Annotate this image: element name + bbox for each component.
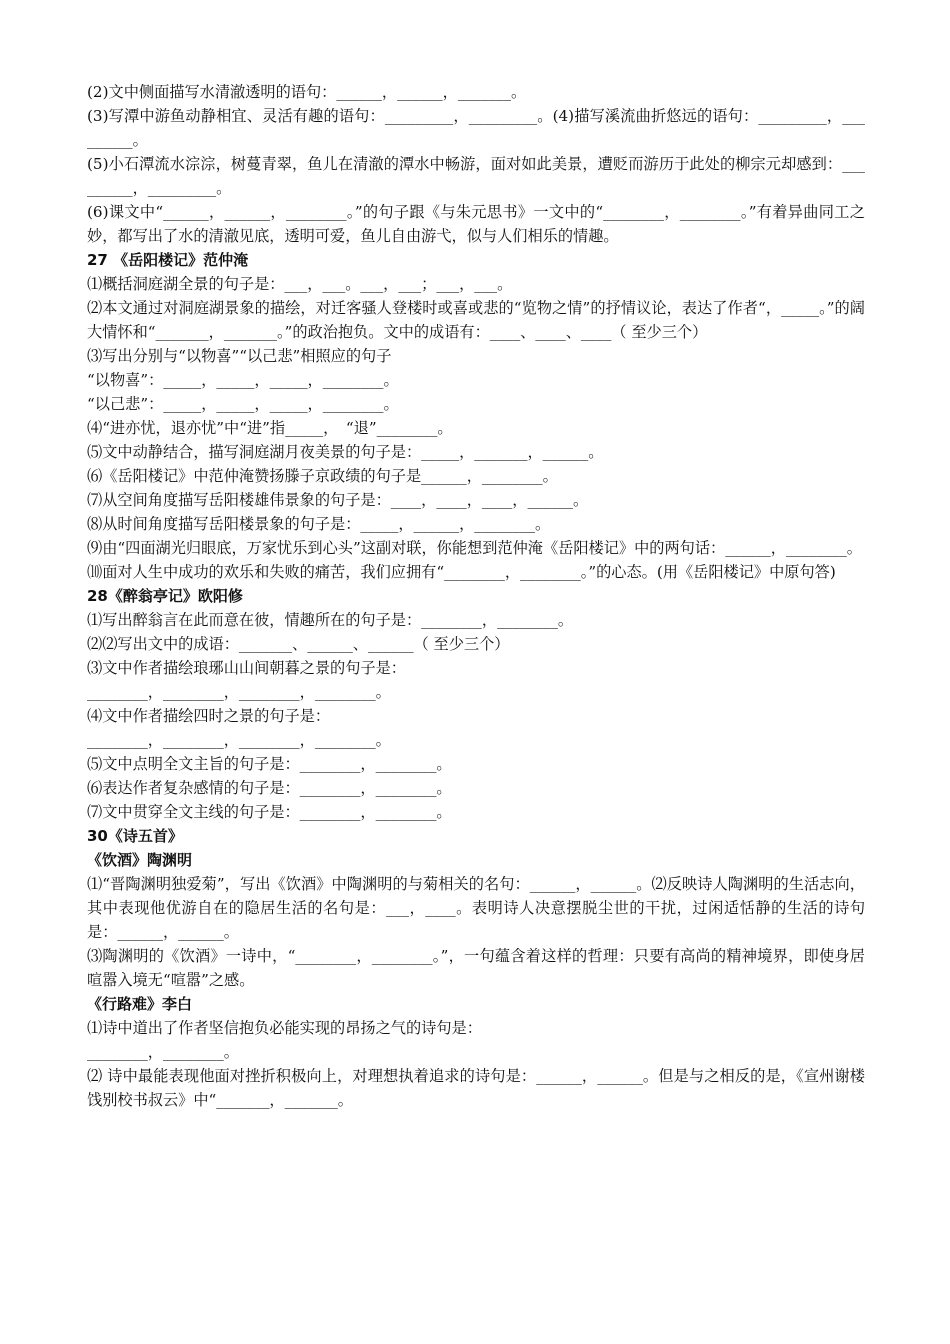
question-line: (5)小石潭流水淙淙，树蔓青翠，鱼儿在清澈的潭水中畅游，面对如此美景，遭贬而游历于此处的柳宗元却感到：_________，_________。 xyxy=(87,155,865,197)
question-line: ⑶文中作者描绘琅琊山山间朝暮之景的句子是： xyxy=(87,659,406,677)
question-line: (2)文中侧面描写水清澈透明的语句：______，______，_______。 xyxy=(87,83,527,101)
question-line: ⑹表达作者复杂感情的句子是：________，________。 xyxy=(87,779,452,797)
question-line: ⑼由“四面湖光归眼底，万家忧乐到心头”这副对联，你能想到范仲淹《岳阳楼记》中的两句话：______，________。 xyxy=(87,539,862,557)
question-line: ⑵⑵写出文中的成语：_______、______、______（ 至少三个） xyxy=(87,635,510,653)
question-line: ⑽面对人生中成功的欢乐和失败的痛苦，我们应拥有“________，________。”的心态。(用《岳阳楼记》中原句答) xyxy=(87,563,836,581)
question-line: (3)写潭中游鱼动静相宜、灵活有趣的语句：_________，_________。(4)描写溪流曲折悠远的语句：_________，_________。 xyxy=(87,107,865,149)
section-heading: 《饮酒》陶渊明 xyxy=(87,851,193,869)
worksheet-page xyxy=(87,80,865,1112)
question-line: ⑹《岳阳楼记》中范仲淹赞扬滕子京政绩的句子是______，________。 xyxy=(87,467,558,485)
question-line: ⑴概括洞庭湖全景的句子是：___，___。___，___；___，___。 xyxy=(87,275,513,293)
question-line: ⑶写出分别与“以物喜”“以己悲”相照应的句子 xyxy=(87,347,392,365)
question-line: “以己悲”：_____，_____，_____，________。 xyxy=(87,395,399,413)
question-line: ________，________，________，________。 xyxy=(87,683,391,701)
question-line: ⑴“晋陶渊明独爱菊”，写出《饮酒》中陶渊明的与菊相关的名句：______，______。⑵反映诗人陶渊明的生活志向，其中表现他优游自在的隐居生活的名句是：___，____。表明诗人决意摆脱尘世的干扰，过闲适恬静的生活的诗句是：______，______。 xyxy=(87,875,865,941)
question-line: ⑻从时间角度描写岳阳楼景象的句子是：_____，______，________。 xyxy=(87,515,551,533)
question-line: ________，________，________，________。 xyxy=(87,731,391,749)
question-line: ________，________。 xyxy=(87,1043,239,1061)
question-line: (6)课文中“______，______，________。”的句子跟《与朱元思书》一文中的“________，________。”有着异曲同工之妙，都写出了水的清澈见底，透明可爱，鱼儿自由游弋，似与人们相乐的情趣。 xyxy=(87,203,865,245)
question-line: ⑵ 诗中最能表现他面对挫折积极向上，对理想执着追求的诗句是：______，______。但是与之相反的是，《宣州谢楼饯别校书叔云》中“_______，_______。 xyxy=(87,1067,865,1109)
question-line: ⑶陶渊明的《饮酒》一诗中，“________，________。”，一句蕴含着这样的哲理：只要有高尚的精神境界，即使身居喧嚣入境无“喧嚣”之感。 xyxy=(87,947,865,989)
question-line: ⑸文中点明全文主旨的句子是：________，________。 xyxy=(87,755,452,773)
question-line: “以物喜”：_____，_____，_____，________。 xyxy=(87,371,399,389)
question-line: ⑷文中作者描绘四时之景的句子是： xyxy=(87,707,330,725)
section-heading: 27 《岳阳楼记》范仲淹 xyxy=(87,251,249,269)
question-line: ⑺文中贯穿全文主线的句子是：________，________。 xyxy=(87,803,452,821)
section-heading: 28《醉翁亭记》欧阳修 xyxy=(87,587,243,605)
section-heading: 《行路难》李白 xyxy=(87,995,193,1013)
question-line: ⑷“进亦忧，退亦忧”中“进”指_____， “退”________。 xyxy=(87,419,453,437)
question-line: ⑴诗中道出了作者坚信抱负必能实现的昂扬之气的诗句是： xyxy=(87,1019,482,1037)
question-line: ⑵本文通过对洞庭湖景象的描绘，对迁客骚人登楼时或喜或悲的“览物之情”的抒情议论，表达了作者“，_____。”的阔大情怀和“_______，_______。”的政治抱负。文中的成语有：____、____、____（ 至少三个） xyxy=(87,299,865,341)
section-heading: 30《诗五首》 xyxy=(87,827,183,845)
question-line: ⑸文中动静结合，描写洞庭湖月夜美景的句子是：_____，_______，______。 xyxy=(87,443,604,461)
question-line: ⑴写出醉翁言在此而意在彼，情趣所在的句子是：________，________。 xyxy=(87,611,573,629)
question-line: ⑺从空间角度描写岳阳楼雄伟景象的句子是：____，____，____，______。 xyxy=(87,491,589,509)
